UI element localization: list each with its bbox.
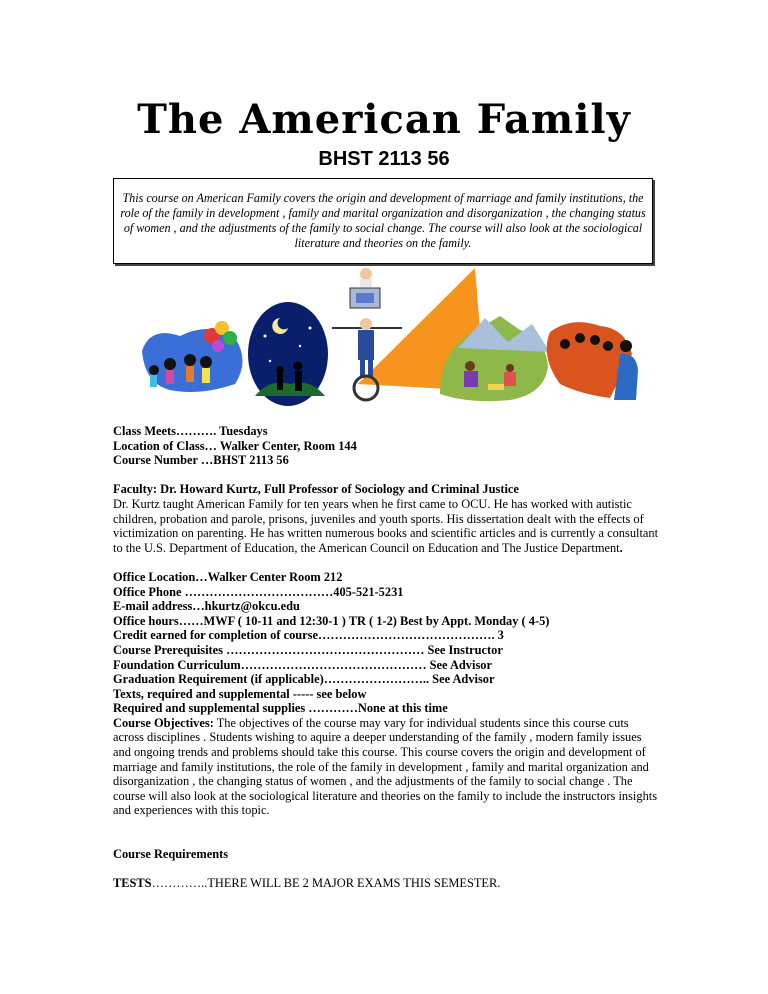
graduation-requirement: Graduation Requirement (if applicable)…………………….. See Advisor	[113, 672, 495, 687]
email-address: E-mail address…hkurtz@okcu.edu	[113, 599, 300, 614]
course-number: Course Number …BHST 2113 56	[113, 453, 289, 468]
tests-dots: …………..	[151, 876, 208, 891]
choir-singers-clipart	[547, 322, 638, 400]
tests-line	[113, 876, 661, 891]
document-title: The American Family	[137, 96, 631, 143]
faculty-bio-text: Dr. Kurtz taught American Family for ten years when he first came to OCU. He has worked with autistic children, probation and parole, prisons, juveniles and youth sports. His dissertation dealt with the effects of victimization on parenting. He has written numerous books and scientific articles and is currently a consultant to the U.S. Department of Education, the American Council on Education and The Justice Department	[113, 496, 659, 555]
course-objectives	[113, 716, 661, 818]
faculty-heading: Faculty: Dr. Howard Kurtz, Full Professor of Sociology and Criminal Justice	[113, 482, 519, 497]
faculty-bio-end: .	[619, 540, 623, 555]
course-prerequisites: Course Prerequisites ………………………………………… See Instructor	[113, 642, 503, 657]
credit-earned: Credit earned for completion of course……………………………………. 3	[113, 628, 504, 643]
tests-text: THERE WILL BE 2 MAJOR EXAMS THIS SEMESTER.	[207, 876, 501, 891]
night-sky-family-clipart	[248, 302, 328, 406]
balloons-crowd-clipart	[142, 321, 243, 392]
course-description-text: This course on American Family covers the origin and development of marriage and family institutions, the role of the family in development , family and marital organization and disorganization , the changing status of women , and the adjustments of the family to social change. The course will also look at the sociological literature and theories on the family.	[120, 191, 646, 250]
course-description-box	[113, 178, 653, 264]
syllabus-body	[113, 424, 661, 891]
texts-required: Texts, required and supplemental ----- see below	[113, 686, 367, 701]
objectives-text: The objectives of the course may vary for individual students since this course cuts across disciplines . Students wishing to aquire a deeper understanding of the family , modern family issues and ongoing trends and problems should take this course. This course covers the origin and development of marriage and family institutions, the role of the family in development , family and marital organization and disorganization , the changing status of women , and the adjustments of the family to social change . The course will also look at the sociological literature and theories on the family to include the instructors insights and experiences with this topic.	[113, 715, 658, 818]
supplies-required: Required and supplemental supplies …………None at this time	[113, 701, 448, 716]
office-location: Office Location…Walker Center Room 212	[113, 569, 343, 584]
class-meets: Class Meets………. Tuesdays	[113, 424, 268, 438]
office-hours: Office hours……MWF ( 10-11 and 12:30-1 ) TR ( 1-2) Best by Appt. Monday ( 4-5)	[113, 613, 550, 628]
clipart-collage	[140, 266, 640, 408]
tests-label: TESTS	[113, 876, 152, 891]
faculty-bio	[113, 497, 661, 555]
class-location: Location of Class… Walker Center, Room 144	[113, 438, 357, 453]
foundation-curriculum: Foundation Curriculum……………………………………… See Advisor	[113, 657, 492, 672]
office-phone: Office Phone ………………………………405-521-5231	[113, 584, 404, 599]
objectives-label: Course Objectives:	[113, 715, 214, 730]
requirements-heading: Course Requirements	[113, 847, 229, 862]
course-code: BHST 2113 56	[318, 148, 450, 170]
